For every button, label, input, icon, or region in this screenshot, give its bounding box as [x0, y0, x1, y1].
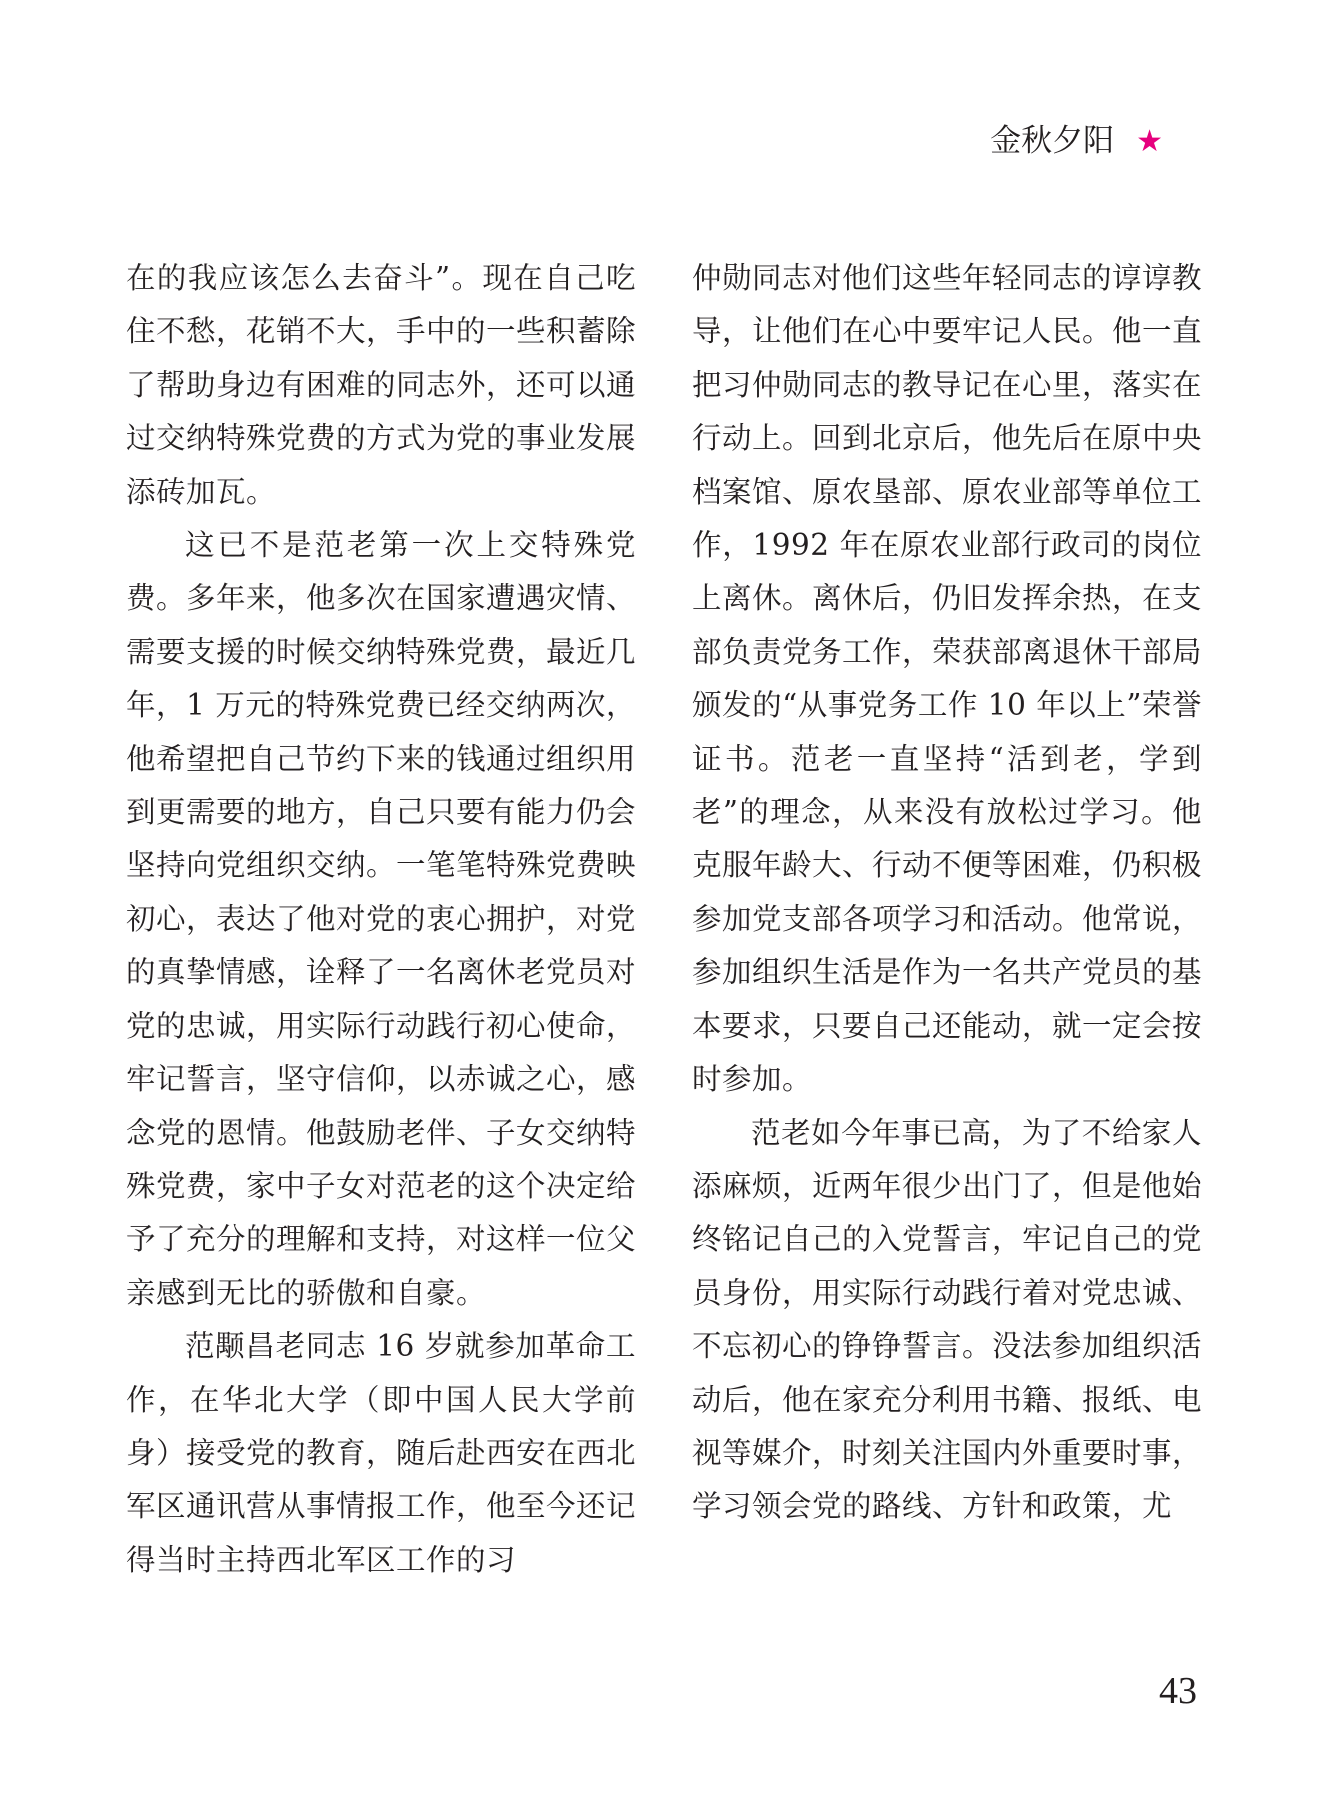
paragraph: 这已不是范老第一次上交特殊党费。多年来，他多次在国家遭遇灾情、需要支援的时候交纳特殊党费，最近几年，1 万元的特殊党费已经交纳两次，他希望把自己节约下来的钱通过组织用到更需要的地方，自己只要有能力仍会坚持向党组织交纳。一笔笔特殊党费映初心，表达了他对党的衷心拥护，对党的真挚情感，诠释了一名离休老党员对党的忠诚，用实际行动践行初心使命，牢记誓言，坚守信仰，以赤诚之心，感念党的恩情。他鼓励老伴、子女交纳特殊党费，家中子女对范老的这个决定给予了充分的理解和支持，对这样一位父亲感到无比的骄傲和自豪。: [126, 528, 637, 1310]
section-title: 金秋夕阳: [990, 123, 1115, 159]
right-column: [692, 252, 1202, 1534]
paragraph: 仲勋同志对他们这些年轻同志的谆谆教导，让他们在心中要牢记人民。他一直把习仲勋同志的教导记在心里，落实在行动上。回到北京后，他先后在原中央档案馆、原农垦部、原农业部等单位工作，1992 年在原农业部行政司的岗位上离休。离休后，仍旧发挥余热，在支部负责党务工作，荣获部离退休干部局颁发的“从事党务工作 10 年以上”荣誉证书。范老一直坚持“活到老，学到老”的理念，从来没有放松过学习。他克服年龄大、行动不便等困难，仍积极参加党支部各项学习和活动。他常说，参加组织生活是作为一名共产党员的基本要求，只要自己还能动，就一定会按时参加。: [692, 261, 1203, 1097]
paragraph: 在的我应该怎么去奋斗”。现在自己吃住不愁，花销不大，手中的一些积蓄除了帮助身边有困难的同志外，还可以通过交纳特殊党费的方式为党的事业发展添砖加瓦。: [126, 261, 637, 509]
page-number: 43: [1159, 1670, 1197, 1712]
paragraph: 范老如今年事已高，为了不给家人添麻烦，近两年很少出门了，但是他始终铭记自己的入党誓言，牢记自己的党员身份，用实际行动践行着对党忠诚、不忘初心的铮铮誓言。没法参加组织活动后，他在家充分利用书籍、报纸、电视等媒介，时刻关注国内外重要时事，学习领会党的路线、方针和政策，尤: [692, 1115, 1203, 1524]
star-icon: ★: [1136, 123, 1163, 159]
running-header: [990, 123, 1163, 159]
paragraph: 范颙昌老同志 16 岁就参加革命工作，在华北大学（即中国人民大学前身）接受党的教育，随后赴西安在西北军区通讯营从事情报工作，他至今还记得当时主持西北军区工作的习: [126, 1329, 637, 1577]
left-column: [126, 252, 636, 1587]
